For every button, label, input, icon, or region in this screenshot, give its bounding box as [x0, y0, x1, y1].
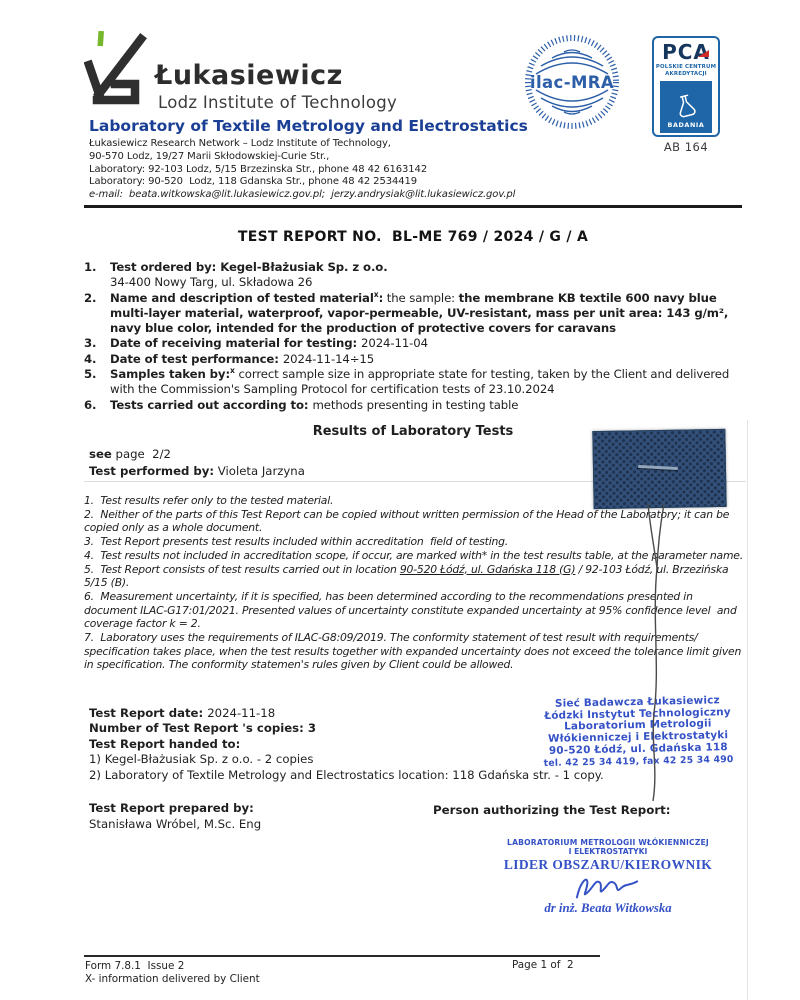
handed-to-1: 1) Kegel-Błażusiak Sp. z o.o. - 2 copies [89, 752, 314, 767]
superscript-x: x [230, 366, 235, 376]
superscript-x: x [373, 289, 379, 299]
page-edge-line [747, 420, 748, 1000]
stamp-line: tel. 42 25 34 419, fax 42 25 34 490 [543, 753, 734, 769]
item-label: Date of receiving material for testing: [110, 336, 362, 351]
report-date-label: Test Report date: [89, 706, 208, 720]
authorization-stamp [478, 838, 738, 916]
performed-value: Violeta Jarzyna [214, 464, 305, 478]
item-colon: : [378, 290, 384, 305]
pca-center-line2: AKREDYTACJI [665, 70, 707, 77]
item-label: Test ordered by: [110, 260, 221, 274]
item-line2: 34-400 Nowy Targ, ul. Składowa 26 [110, 275, 313, 290]
see-page-row [89, 447, 171, 461]
item-value: Kegel-Błażusiak Sp. z o.o. [220, 260, 388, 274]
auth-stamp-line3: LIDER OBSZARU/KIEROWNIK [503, 857, 713, 872]
item-value: 2024-11-14÷15 [282, 351, 375, 366]
item-number: 2. [84, 290, 97, 305]
address-line: Łukasiewicz Research Network – Lodz Institute of Technology, [89, 138, 391, 149]
note-5-post: / 92-103 Łódź, ul. Brzezińska 5/15 (B). [84, 562, 732, 590]
report-date-row [89, 706, 604, 721]
item-value: correct sample size in appropriate state for testing, taken by the Client and delivered with the Commission's Sampling Protocol for certification tests of 23.10.2024 [110, 367, 733, 397]
page-number: Page 1 of 2 [512, 959, 574, 971]
pca-red-wedge-icon [698, 50, 709, 57]
see-label: see [89, 447, 112, 461]
prepared-value: Stanisława Wróbel, M.Sc. Eng [89, 816, 262, 831]
note-5-underlined: 90-520 Łódź, ul. Gdańska 118 (G) [399, 562, 576, 576]
signature [569, 871, 647, 903]
item-test-ordered-by [84, 260, 744, 291]
auth-stamp-line2: I ELEKTROSTATYKI [568, 847, 648, 856]
stamp-line: Łódzki Instytut Technologiczny [544, 705, 731, 722]
item-number: 4. [84, 351, 97, 366]
item-number: 3. [84, 336, 97, 351]
footer-divider [84, 955, 600, 957]
pca-badania-box [660, 81, 712, 133]
pca-acronym: PCA [662, 40, 710, 64]
authorizer-name: dr inż. Beata Witkowska [544, 901, 672, 915]
stamp-line: Włókienniczej i Elektrostatyki [547, 729, 729, 745]
prepared-label: Test Report prepared by: [89, 801, 254, 815]
staple [638, 465, 678, 470]
item-label: Samples taken by: [110, 367, 231, 382]
pca-center-line1: POLSKIE CENTRUM [655, 64, 717, 70]
stamp-line: Laboratorium Metrologii [564, 717, 712, 733]
note-7: 7. Laboratory uses the requirements of ILAC-G8:09/2019. The conformity statement of test result with requirements/ specification takes place, when the test results together with expanded uncertainty does not exceed the tolerance limit given in specification. The conformity statemen's rules given by Client could be allowed. [84, 631, 745, 672]
item-value: 2024-11-04 [361, 336, 428, 351]
address-line: Laboratory: 92-103 Lodz, 5/15 Brzezinska Str., phone 48 42 6163142 [89, 163, 428, 175]
item-date-performance [84, 352, 744, 367]
handed-to-label: Test Report handed to: [89, 736, 241, 751]
report-title: TEST REPORT NO. BL-ME 769 / 2024 / G / A [237, 229, 589, 245]
item-date-receiving [84, 336, 744, 351]
ilac-mra-label: ilac-MRA [529, 73, 615, 92]
authorizing-label: Person authorizing the Test Report: [433, 803, 671, 817]
test-performed-row [89, 464, 305, 478]
stamp-line: 90-520 Łódź, ul. Gdańska 118 [548, 740, 728, 757]
lab-name: Laboratory of Textile Metrology and Electrostatics [89, 117, 528, 135]
item-tests-according-to [84, 398, 744, 413]
sample-thread [596, 498, 716, 808]
address-line: Laboratory: 90-520 Lodz, 118 Gdanska Str., phone 48 42 2534419 [89, 176, 418, 188]
report-date-value: 2024-11-18 [207, 706, 276, 720]
results-heading: Results of Laboratory Tests [312, 424, 514, 439]
item-label: Tests carried out according to: [110, 397, 313, 412]
org-name: Łukasiewicz [155, 60, 343, 91]
form-number: Form 7.8.1 Issue 2 [85, 960, 185, 972]
see-value: page 2/2 [111, 447, 171, 461]
item-number: 6. [84, 397, 97, 412]
item-value: methods presenting in testing table [312, 397, 519, 412]
note-2: 2. Neither of the parts of this Test Report can be copied without written permission of the Head of the Laboratory; it can be copied only as a whole document. [84, 507, 733, 535]
org-subtitle: Lodz Institute of Technology [158, 93, 398, 112]
note-3: 3. Test Report presents test results included within accreditation field of testing. [84, 535, 509, 549]
auth-stamp-line1: LABORATORIUM METROLOGII WŁÓKIENNICZEJ [507, 838, 709, 847]
item-label: Name and description of tested material [110, 290, 374, 305]
note-1: 1. Test results refer only to the tested material. [84, 494, 334, 507]
note-4: 4. Test results not included in accreditation scope, if occur, are marked with* in the test results table, at the parameter name. [84, 548, 743, 562]
handed-to-2: 2) Laboratory of Textile Metrology and Electrostatics location: 118 Gdańska str. - 1 copy. [89, 767, 604, 782]
pca-badania-label: BADANIA [667, 121, 705, 130]
stamp-line: Sieć Badawcza Łukasiewicz [554, 694, 720, 710]
accreditation-number: AB 164 [663, 140, 709, 154]
note-5-pre: 5. Test Report consists of test results carried out in location [84, 562, 400, 576]
item-number: 1. [84, 260, 97, 274]
header-divider [84, 205, 742, 208]
pca-badge [652, 36, 720, 137]
report-info-block [89, 706, 604, 783]
item-samples-taken [84, 367, 744, 398]
report-items [84, 260, 744, 413]
item-material-description [84, 291, 744, 337]
x-footnote: X- information delivered by Client [85, 973, 260, 985]
lukasiewicz-logo-icon [84, 30, 152, 108]
item-value: the membrane KB textile 600 navy blue multi-layer material, waterproof, vapor-permeable, UV-resistant, mass per unit area: 143 g/m², navy blue color, intended for the production of protective covers for caravans [110, 290, 733, 336]
performed-label: Test performed by: [89, 464, 215, 478]
item-mid: the sample: [383, 290, 459, 305]
item-number: 5. [84, 367, 97, 382]
note-6: 6. Measurement uncertainty, if it is specified, has been determined according to the recommendations presented in document ILAC-G17:01/2021. Presented values of uncertainty constitute expanded uncertainty at 95% confidence level and coverage factor k = 2. [84, 589, 740, 631]
prepared-by-block [89, 801, 261, 832]
copies-row: Number of Test Report 's copies: 3 [89, 721, 316, 736]
flask-icon [674, 92, 698, 120]
item-label: Date of test performance: [110, 351, 283, 366]
address-line: 90-570 Lodz, 19/27 Marii Skłodowskiej-Curie Str., [89, 150, 330, 162]
email-line: e-mail: beata.witkowska@lit.lukasiewicz.gov.pl; jerzy.andrysiak@lit.lukasiewicz.gov.pl [89, 189, 516, 201]
lab-address-block [89, 138, 515, 202]
